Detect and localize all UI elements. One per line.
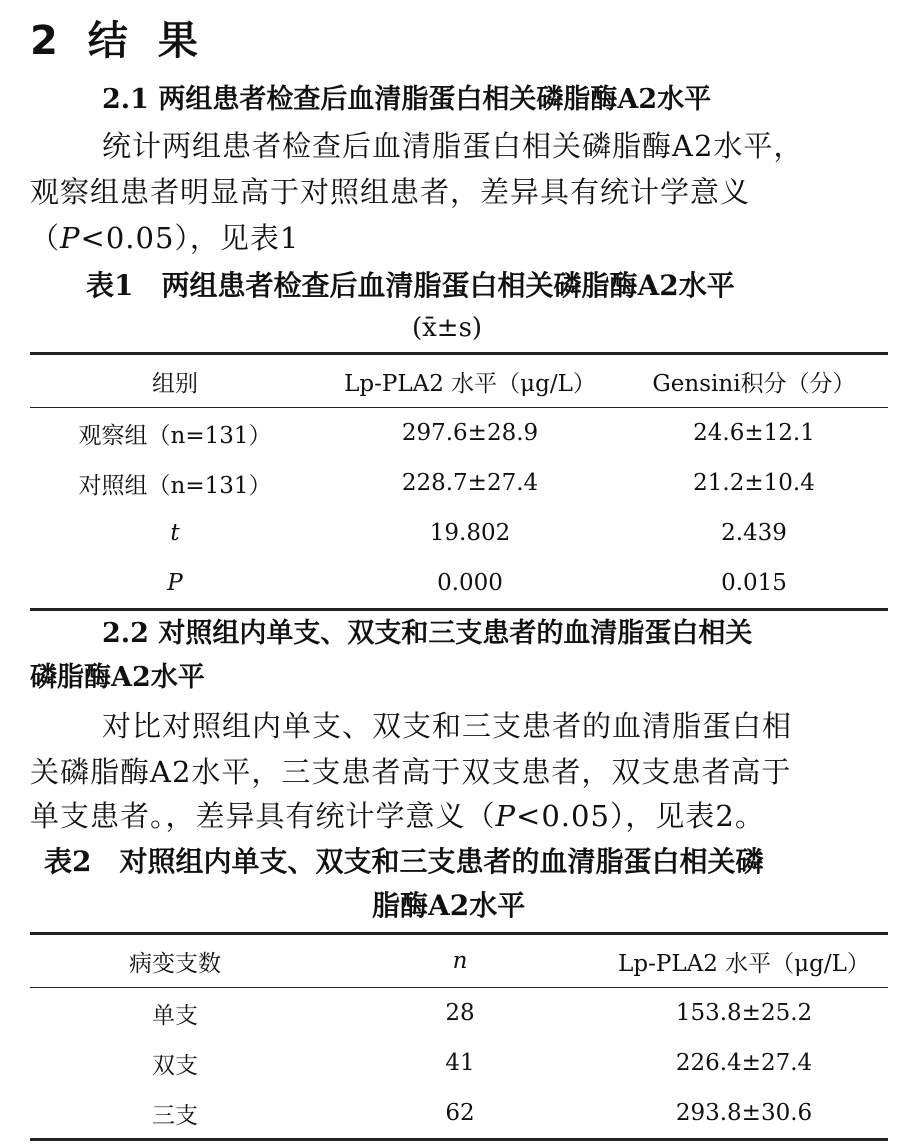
table-cell: 293.8±30.6	[600, 1088, 888, 1140]
table-cell: 153.8±25.2	[675, 1000, 813, 1026]
p-symbol: P	[495, 799, 517, 833]
table-header-row	[30, 354, 888, 408]
table-2-caption-line-1: 表2 对照组内单支、双支和三支患者的血清脂蛋白相关磷	[44, 845, 764, 878]
table-cell: 单支	[152, 1002, 198, 1029]
table-cell: 21.2±10.4	[693, 470, 815, 496]
table-cell: 19.802	[429, 520, 511, 546]
table-cell: 41	[445, 1050, 475, 1076]
table-cell: 三支	[30, 1088, 320, 1140]
table-cell: 双支	[152, 1052, 198, 1079]
table-row	[30, 558, 888, 610]
subsection-2-2-para-line-2: 关磷脂酶A2水平，三支患者高于双支患者，双支患者高于	[30, 755, 792, 789]
para-text: （	[30, 221, 61, 255]
section-number: 2	[30, 18, 58, 64]
p-symbol: P	[60, 221, 81, 255]
table-cell: 297.6±28.9	[401, 420, 539, 446]
subsection-2-2-heading-line-2: 磷脂酶A2水平	[30, 662, 205, 693]
table-cell: 228.7±27.4	[401, 470, 539, 496]
subsection-2-1-para-line-1: 统计两组患者检查后血清脂蛋白相关磷脂酶A2水平，	[102, 129, 804, 163]
table-header-gensini: Gensini积分（分）	[620, 354, 888, 408]
table-row	[30, 508, 888, 558]
section-heading	[30, 12, 198, 70]
table-row	[30, 1088, 888, 1140]
subsection-2-2-heading-line-1: 2.2 对照组内单支、双支和三支患者的血清脂蛋白相关	[102, 618, 753, 649]
table-header-lp-pla2: Lp-PLA2 水平（μg/L）	[600, 934, 888, 988]
table-header-row	[30, 934, 888, 988]
table-cell: 2.439	[721, 520, 787, 546]
table-1-caption: 表1 两组患者检查后血清脂蛋白相关磷脂酶A2水平	[86, 269, 735, 302]
table-1-caption-stat: (x̄±s)	[412, 313, 483, 343]
table-cell: 0.015	[620, 558, 888, 610]
table-2	[30, 932, 888, 1141]
para-text: <0.05），见表2。	[516, 799, 765, 833]
table-header-lp-pla2: Lp-PLA2 水平（μg/L）	[320, 354, 620, 408]
section-title-char-1: 结	[87, 18, 128, 64]
table-1	[30, 352, 888, 611]
table-row	[30, 458, 888, 508]
subsection-2-1-heading: 2.1 两组患者检查后血清脂蛋白相关磷脂酶A2水平	[102, 84, 712, 115]
table-cell: 62	[320, 1088, 600, 1140]
subsection-2-1-para-line-2: 观察组患者明显高于对照组患者，差异具有统计学意义	[30, 175, 751, 209]
table-cell: 24.6±12.1	[693, 420, 815, 446]
subsection-2-1-para-line-3	[30, 218, 299, 258]
table-cell: 0.000	[320, 558, 620, 610]
table-header-n: n	[320, 934, 600, 988]
table-header-lesion-count: 病变支数	[30, 934, 320, 988]
table-cell-p-label: P	[30, 558, 320, 610]
para-text: 单支患者。，差异具有统计学意义（	[30, 799, 496, 833]
section-title-char-2: 果	[157, 18, 198, 64]
table-2-caption-line-2: 脂酶A2水平	[372, 889, 526, 922]
table-header-group: 组别	[30, 354, 320, 408]
table-cell: 28	[445, 1000, 475, 1026]
table-cell: 226.4±27.4	[675, 1050, 813, 1076]
para-text: <0.05），见表1	[80, 221, 300, 255]
table-cell-t-label: t	[170, 520, 180, 546]
subsection-2-2-para-line-1: 对比对照组内单支、双支和三支患者的血清脂蛋白相	[102, 709, 793, 743]
table-cell: 对照组（n=131）	[78, 472, 272, 499]
table-row	[30, 1038, 888, 1088]
table-cell: 观察组（n=131）	[78, 422, 272, 449]
table-row	[30, 408, 888, 459]
subsection-2-2-para-line-3	[30, 796, 765, 836]
table-row	[30, 988, 888, 1039]
